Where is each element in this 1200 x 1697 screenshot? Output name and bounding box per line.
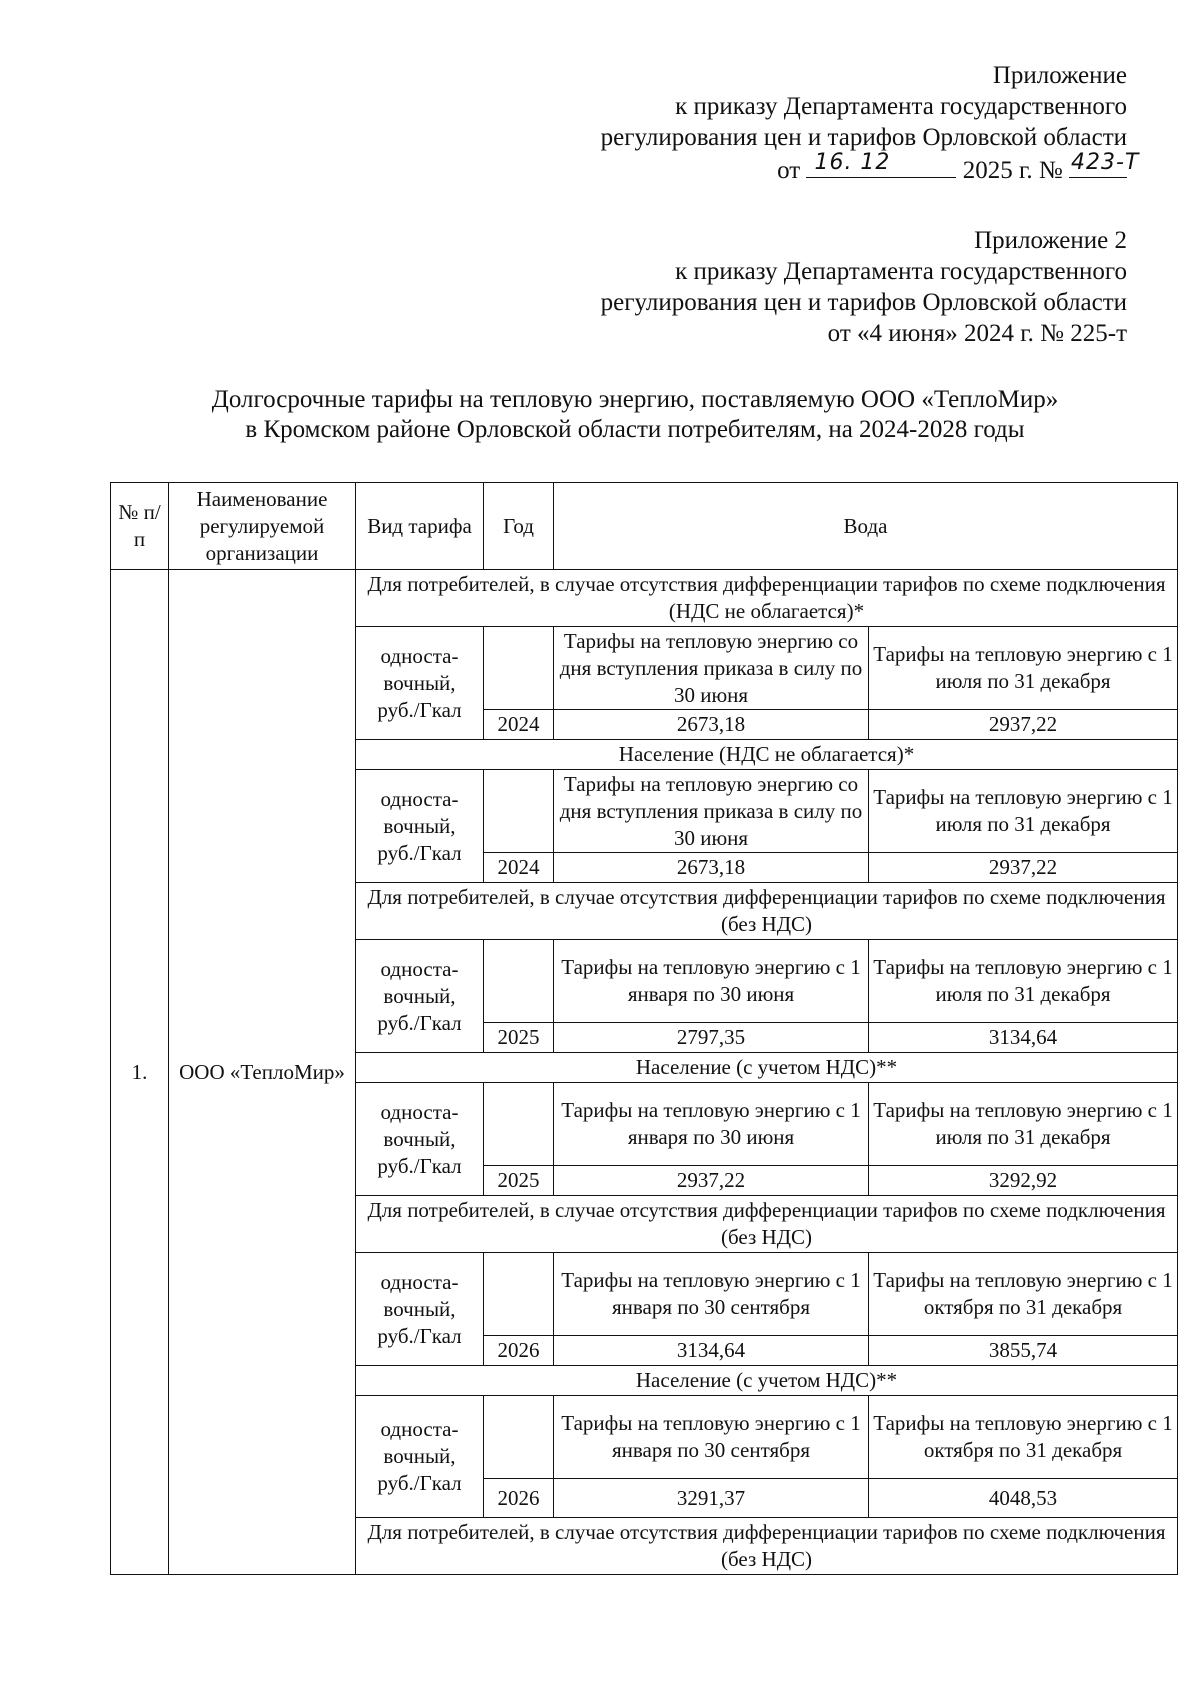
period-1: Тарифы на тепловую энергию со дня вступления приказа в силу по 30 июня (554, 770, 869, 853)
period-2: Тарифы на тепловую энергию с 1 июля по 31 декабря (869, 770, 1178, 853)
appendix-line-2: регулирования цен и тарифов Орловской области (600, 124, 1127, 151)
value-2: 3292,92 (869, 1166, 1178, 1196)
tariff-type: односта-вочный, руб./Гкал (356, 1396, 484, 1518)
section-title-row (111, 570, 1178, 627)
tariff-table (110, 482, 1178, 1575)
period-2: Тарифы на тепловую энергию с 1 октября по 31 декабря (869, 1253, 1178, 1336)
value-2: 2937,22 (869, 710, 1178, 740)
date-prefix: от (777, 157, 801, 184)
appendix2-line-2: регулирования цен и тарифов Орловской области (600, 289, 1127, 316)
value-1: 2937,22 (554, 1166, 869, 1196)
table-header-row (111, 483, 1178, 570)
period-2: Тарифы на тепловую энергию с 1 июля по 31 декабря (869, 940, 1178, 1023)
value-2: 4048,53 (869, 1479, 1178, 1518)
date-underline (806, 150, 956, 178)
section-title: Для потребителей, в случае отсутствия дифференциации тарифов по схеме подключения (без НДС) (356, 1518, 1178, 1575)
value-1: 2673,18 (554, 853, 869, 883)
period-1: Тарифы на тепловую энергию с 1 января по 30 сентября (554, 1253, 869, 1336)
header-num: № п/п (111, 483, 169, 570)
header-year: Год (484, 483, 554, 570)
value-2: 3855,74 (869, 1336, 1178, 1366)
year-cell: 2025 (484, 1166, 554, 1196)
organization-name: ООО «ТеплоМир» (169, 570, 356, 1575)
year-cell: 2026 (484, 1336, 554, 1366)
section-title: Для потребителей, в случае отсутствия дифференциации тарифов по схеме подключения (без НДС) (356, 1196, 1178, 1253)
handwritten-number: 423-Т (1071, 150, 1140, 175)
period-1: Тарифы на тепловую энергию с 1 января по 30 сентября (554, 1396, 869, 1479)
date-year: 2025 г. № (962, 157, 1063, 184)
section-title: Для потребителей, в случае отсутствия дифференциации тарифов по схеме подключения (без НДС) (356, 883, 1178, 940)
value-2: 3134,64 (869, 1023, 1178, 1053)
title-line-1: Долгосрочные тарифы на тепловую энергию, поставляемую ООО «ТеплоМир» (211, 386, 1059, 413)
period-1: Тарифы на тепловую энергию со дня вступления приказа в силу по 30 июня (554, 627, 869, 710)
header-type: Вид тарифа (356, 483, 484, 570)
appendix-title: Приложение (992, 62, 1127, 89)
year-empty-cell (484, 1396, 554, 1479)
value-2: 2937,22 (869, 853, 1178, 883)
value-1: 3134,64 (554, 1336, 869, 1366)
appendix2-header (601, 225, 1127, 349)
value-1: 2797,35 (554, 1023, 869, 1053)
year-empty-cell (484, 940, 554, 1023)
year-empty-cell (484, 1253, 554, 1336)
header-org: Наименование регулируемой организации (169, 483, 356, 570)
header-water: Вода (554, 483, 1178, 570)
tariff-type: односта-вочный, руб./Гкал (356, 940, 484, 1053)
appendix-line-1: к приказу Департамента государственного (675, 93, 1127, 120)
year-empty-cell (484, 770, 554, 853)
period-2: Тарифы на тепловую энергию с 1 октября по 31 декабря (869, 1396, 1178, 1479)
appendix2-line-3: от «4 июня» 2024 г. № 225-т (827, 320, 1127, 347)
year-cell: 2024 (484, 853, 554, 883)
period-1: Тарифы на тепловую энергию с 1 января по 30 июня (554, 1083, 869, 1166)
tariff-type: односта-вочный, руб./Гкал (356, 1253, 484, 1366)
number-underline (1069, 150, 1140, 178)
tariff-type: односта-вочный, руб./Гкал (356, 627, 484, 740)
tariff-type: односта-вочный, руб./Гкал (356, 770, 484, 883)
handwritten-date: 16. 12 (814, 150, 891, 175)
section-title: Для потребителей, в случае отсутствия дифференциации тарифов по схеме подключения (НДС не облагается)* (356, 570, 1178, 627)
appendix-header (600, 60, 1140, 186)
year-cell: 2025 (484, 1023, 554, 1053)
appendix2-title: Приложение 2 (974, 227, 1127, 254)
year-empty-cell (484, 627, 554, 710)
tariff-type: односта-вочный, руб./Гкал (356, 1083, 484, 1196)
section-title: Население (с учетом НДС)** (356, 1053, 1178, 1083)
value-1: 3291,37 (554, 1479, 869, 1518)
section-title: Население (с учетом НДС)** (356, 1366, 1178, 1396)
year-cell: 2024 (484, 710, 554, 740)
document-title (0, 385, 1200, 445)
year-cell: 2026 (484, 1479, 554, 1518)
appendix2-line-1: к приказу Департамента государственного (675, 258, 1127, 285)
period-2: Тарифы на тепловую энергию с 1 июля по 31 декабря (869, 1083, 1178, 1166)
value-1: 2673,18 (554, 710, 869, 740)
section-title: Население (НДС не облагается)* (356, 740, 1178, 770)
period-1: Тарифы на тепловую энергию с 1 января по 30 июня (554, 940, 869, 1023)
period-2: Тарифы на тепловую энергию с 1 июля по 31 декабря (869, 627, 1178, 710)
title-line-2: в Кромском районе Орловской области потребителям, на 2024-2028 годы (245, 416, 1025, 443)
year-empty-cell (484, 1083, 554, 1166)
row-number: 1. (111, 570, 169, 1575)
appendix-date-line (601, 150, 1140, 186)
